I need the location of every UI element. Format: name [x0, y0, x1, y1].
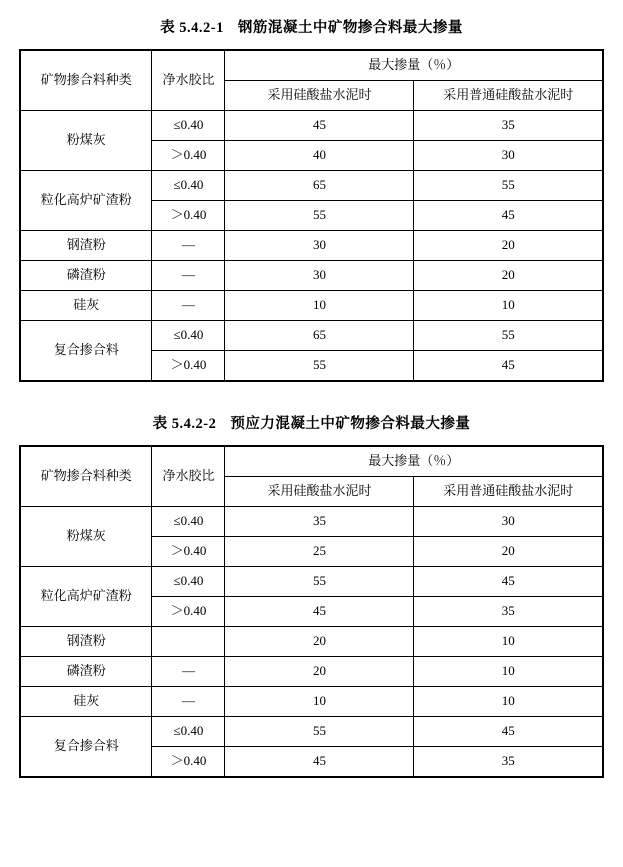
table-caption-2 [0, 412, 623, 433]
row-value-2: 30 [414, 507, 603, 537]
row-value-1: 55 [225, 351, 414, 382]
row-ratio: — [152, 261, 225, 291]
table-caption-1 [0, 16, 623, 37]
row-ratio: ＞0.40 [152, 141, 225, 171]
row-value-2: 20 [414, 537, 603, 567]
row-value-1: 10 [225, 291, 414, 321]
row-value-1: 20 [225, 627, 414, 657]
row-ratio: ≤0.40 [152, 111, 225, 141]
table-row [20, 567, 603, 597]
row-value-1: 20 [225, 657, 414, 687]
table-caption-title-2: 预应力混凝土中矿物掺合料最大掺量 [230, 416, 471, 432]
table-block-2 [0, 412, 623, 778]
row-value-1: 35 [225, 507, 414, 537]
row-ratio: — [152, 291, 225, 321]
table-row [20, 321, 603, 351]
row-kind-slag-powder: 粒化高炉矿渣粉 [20, 171, 152, 231]
row-value-2: 30 [414, 141, 603, 171]
table-row [20, 687, 603, 717]
row-ratio: ≤0.40 [152, 717, 225, 747]
row-ratio: — [152, 231, 225, 261]
row-value-1: 10 [225, 687, 414, 717]
row-value-2: 35 [414, 747, 603, 778]
row-value-2: 10 [414, 291, 603, 321]
row-value-2: 55 [414, 171, 603, 201]
table-row [20, 627, 603, 657]
row-value-2: 45 [414, 201, 603, 231]
row-ratio: — [152, 657, 225, 687]
row-value-1: 40 [225, 141, 414, 171]
table-row [20, 171, 603, 201]
table-header-row-top [20, 50, 603, 81]
row-value-1: 45 [225, 111, 414, 141]
table-row [20, 507, 603, 537]
row-kind-steel-slag-powder: 钢渣粉 [20, 231, 152, 261]
row-kind-phosphorus-slag-powder: 磷渣粉 [20, 261, 152, 291]
header-ratio: 净水胶比 [152, 50, 225, 111]
header-ratio: 净水胶比 [152, 446, 225, 507]
row-kind-fly-ash: 粉煤灰 [20, 111, 152, 171]
row-value-1: 45 [225, 597, 414, 627]
row-value-2: 35 [414, 111, 603, 141]
row-ratio: — [152, 687, 225, 717]
header-sub-silicate-cement: 采用硅酸盐水泥时 [225, 477, 414, 507]
row-value-1: 65 [225, 171, 414, 201]
row-value-1: 30 [225, 261, 414, 291]
table-header-row-top [20, 446, 603, 477]
row-kind-silica-fume: 硅灰 [20, 687, 152, 717]
row-ratio [152, 627, 225, 657]
row-value-2: 10 [414, 687, 603, 717]
row-value-1: 55 [225, 717, 414, 747]
table-row [20, 657, 603, 687]
row-kind-composite-admixture: 复合掺合料 [20, 321, 152, 382]
row-ratio: ＞0.40 [152, 747, 225, 778]
header-sub-ordinary-silicate-cement: 采用普通硅酸盐水泥时 [414, 477, 603, 507]
row-kind-slag-powder: 粒化高炉矿渣粉 [20, 567, 152, 627]
header-max-dosage: 最大掺量（％） [225, 446, 603, 477]
row-ratio: ＞0.40 [152, 201, 225, 231]
table-row [20, 111, 603, 141]
row-value-2: 10 [414, 627, 603, 657]
table-block-1 [0, 16, 623, 382]
row-ratio: ≤0.40 [152, 567, 225, 597]
header-kind: 矿物掺合料种类 [20, 50, 152, 111]
table-caption-title-1: 钢筋混凝土中矿物掺合料最大掺量 [237, 20, 463, 36]
table-row [20, 717, 603, 747]
row-value-2: 10 [414, 657, 603, 687]
row-value-1: 45 [225, 747, 414, 778]
row-value-2: 45 [414, 351, 603, 382]
table-row [20, 231, 603, 261]
row-kind-silica-fume: 硅灰 [20, 291, 152, 321]
row-kind-steel-slag-powder: 钢渣粉 [20, 627, 152, 657]
row-value-1: 65 [225, 321, 414, 351]
header-sub-ordinary-silicate-cement: 采用普通硅酸盐水泥时 [414, 81, 603, 111]
row-value-1: 55 [225, 201, 414, 231]
row-value-1: 55 [225, 567, 414, 597]
row-kind-composite-admixture: 复合掺合料 [20, 717, 152, 778]
row-value-2: 35 [414, 597, 603, 627]
header-max-dosage: 最大掺量（％） [225, 50, 603, 81]
row-value-1: 25 [225, 537, 414, 567]
row-value-2: 55 [414, 321, 603, 351]
table-caption-number-2: 表 5.4.2-2 [152, 416, 217, 432]
row-ratio: ≤0.40 [152, 321, 225, 351]
row-ratio: ≤0.40 [152, 171, 225, 201]
row-kind-phosphorus-slag-powder: 磷渣粉 [20, 657, 152, 687]
table-row [20, 261, 603, 291]
header-kind: 矿物掺合料种类 [20, 446, 152, 507]
header-sub-silicate-cement: 采用硅酸盐水泥时 [225, 81, 414, 111]
table-caption-number-1: 表 5.4.2-1 [160, 20, 224, 36]
row-ratio: ＞0.40 [152, 597, 225, 627]
row-kind-fly-ash: 粉煤灰 [20, 507, 152, 567]
row-value-2: 45 [414, 717, 603, 747]
row-value-2: 45 [414, 567, 603, 597]
mineral-admixture-table-2 [19, 445, 604, 778]
row-value-1: 30 [225, 231, 414, 261]
row-ratio: ＞0.40 [152, 351, 225, 382]
document-page [0, 16, 623, 867]
row-ratio: ＞0.40 [152, 537, 225, 567]
row-value-2: 20 [414, 231, 603, 261]
table-row [20, 291, 603, 321]
row-value-2: 20 [414, 261, 603, 291]
mineral-admixture-table-1 [19, 49, 604, 382]
row-ratio: ≤0.40 [152, 507, 225, 537]
